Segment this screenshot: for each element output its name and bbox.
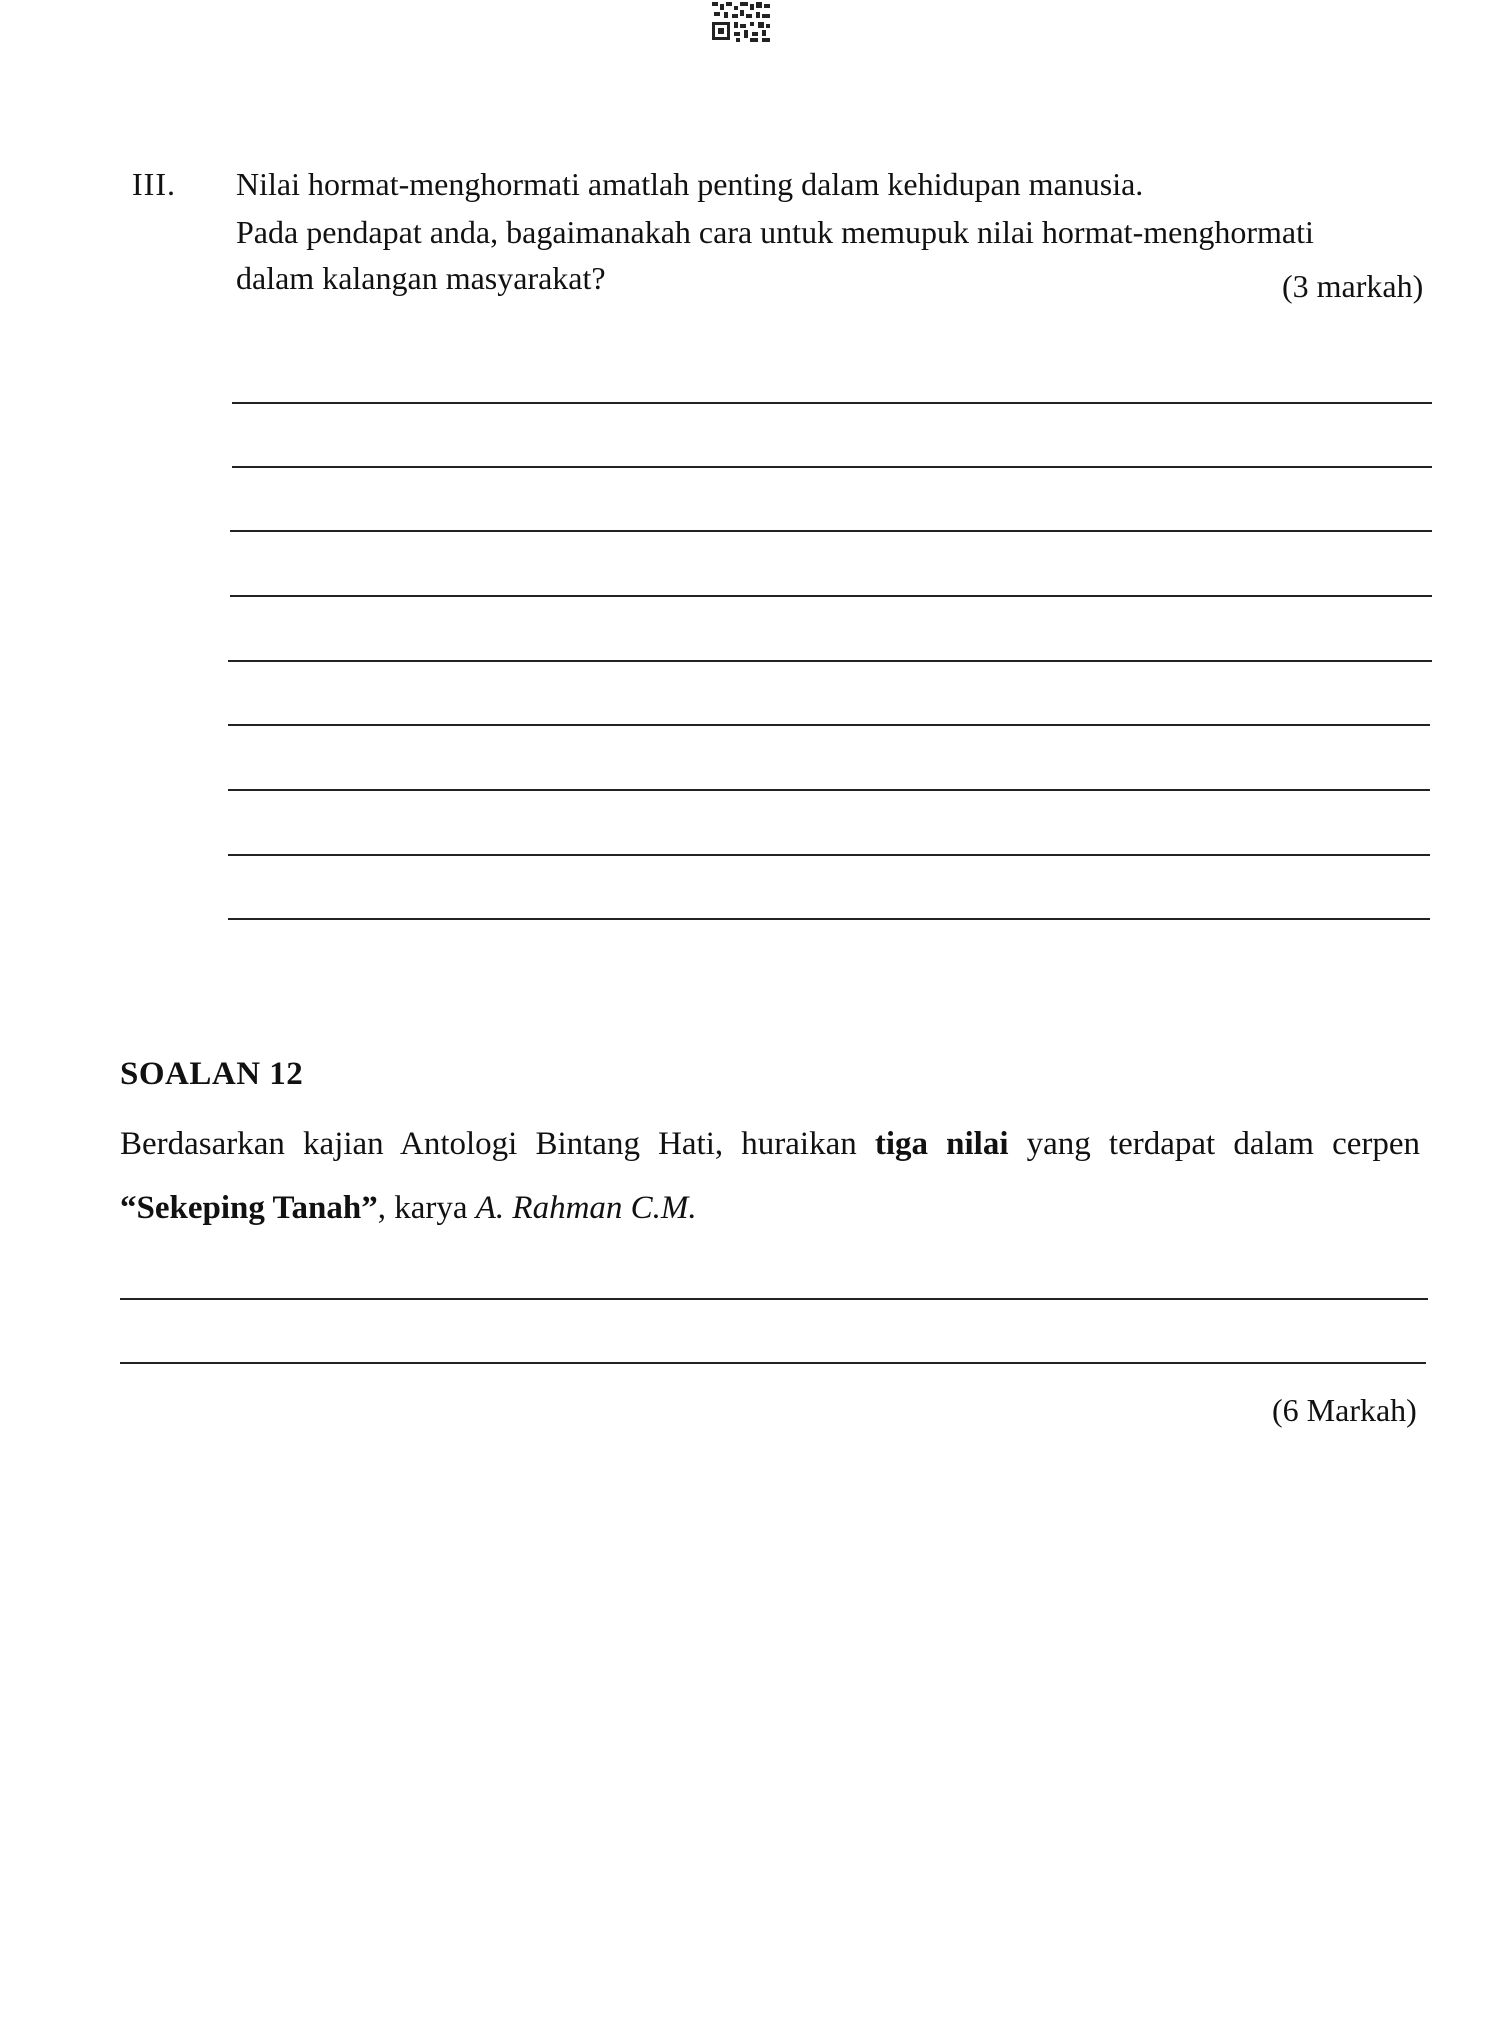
section-title: SOALAN 12	[120, 1056, 304, 1092]
answer-line[interactable]	[228, 918, 1430, 920]
question-12-line-1	[120, 1126, 1420, 1163]
answer-line[interactable]	[120, 1298, 1428, 1300]
answer-line[interactable]	[230, 530, 1432, 532]
question-line-3: dalam kalangan masyarakat?	[236, 260, 606, 296]
answer-line[interactable]	[228, 660, 1432, 662]
question-12-text: yang terdapat dalam cerpen	[1008, 1126, 1421, 1162]
question-number: III.	[132, 166, 176, 202]
question-12-marks: (6 Markah)	[1272, 1392, 1417, 1428]
answer-line[interactable]	[228, 789, 1430, 791]
answer-line[interactable]	[228, 724, 1430, 726]
question-12-text: Berdasarkan kajian Antologi Bintang Hati, huraikan	[120, 1126, 875, 1162]
question-12-text: , karya	[377, 1190, 476, 1226]
qr-code-icon	[710, 0, 772, 44]
question-12-line-2	[120, 1190, 1420, 1227]
question-line-2: Pada pendapat anda, bagaimanakah cara untuk memupuk nilai hormat-menghormati	[236, 214, 1314, 250]
answer-line[interactable]	[228, 854, 1430, 856]
question-marks: (3 markah)	[1282, 268, 1424, 304]
answer-line[interactable]	[230, 595, 1432, 597]
question-line-1: Nilai hormat-menghormati amatlah penting dalam kehidupan manusia.	[236, 166, 1144, 202]
author-name: A. Rahman C.M.	[475, 1190, 697, 1226]
answer-line[interactable]	[232, 466, 1432, 468]
story-title: “Sekeping Tanah”	[120, 1190, 378, 1226]
answer-line[interactable]	[232, 402, 1432, 404]
answer-line[interactable]	[120, 1362, 1426, 1364]
question-12-emphasis: tiga nilai	[874, 1126, 1009, 1162]
